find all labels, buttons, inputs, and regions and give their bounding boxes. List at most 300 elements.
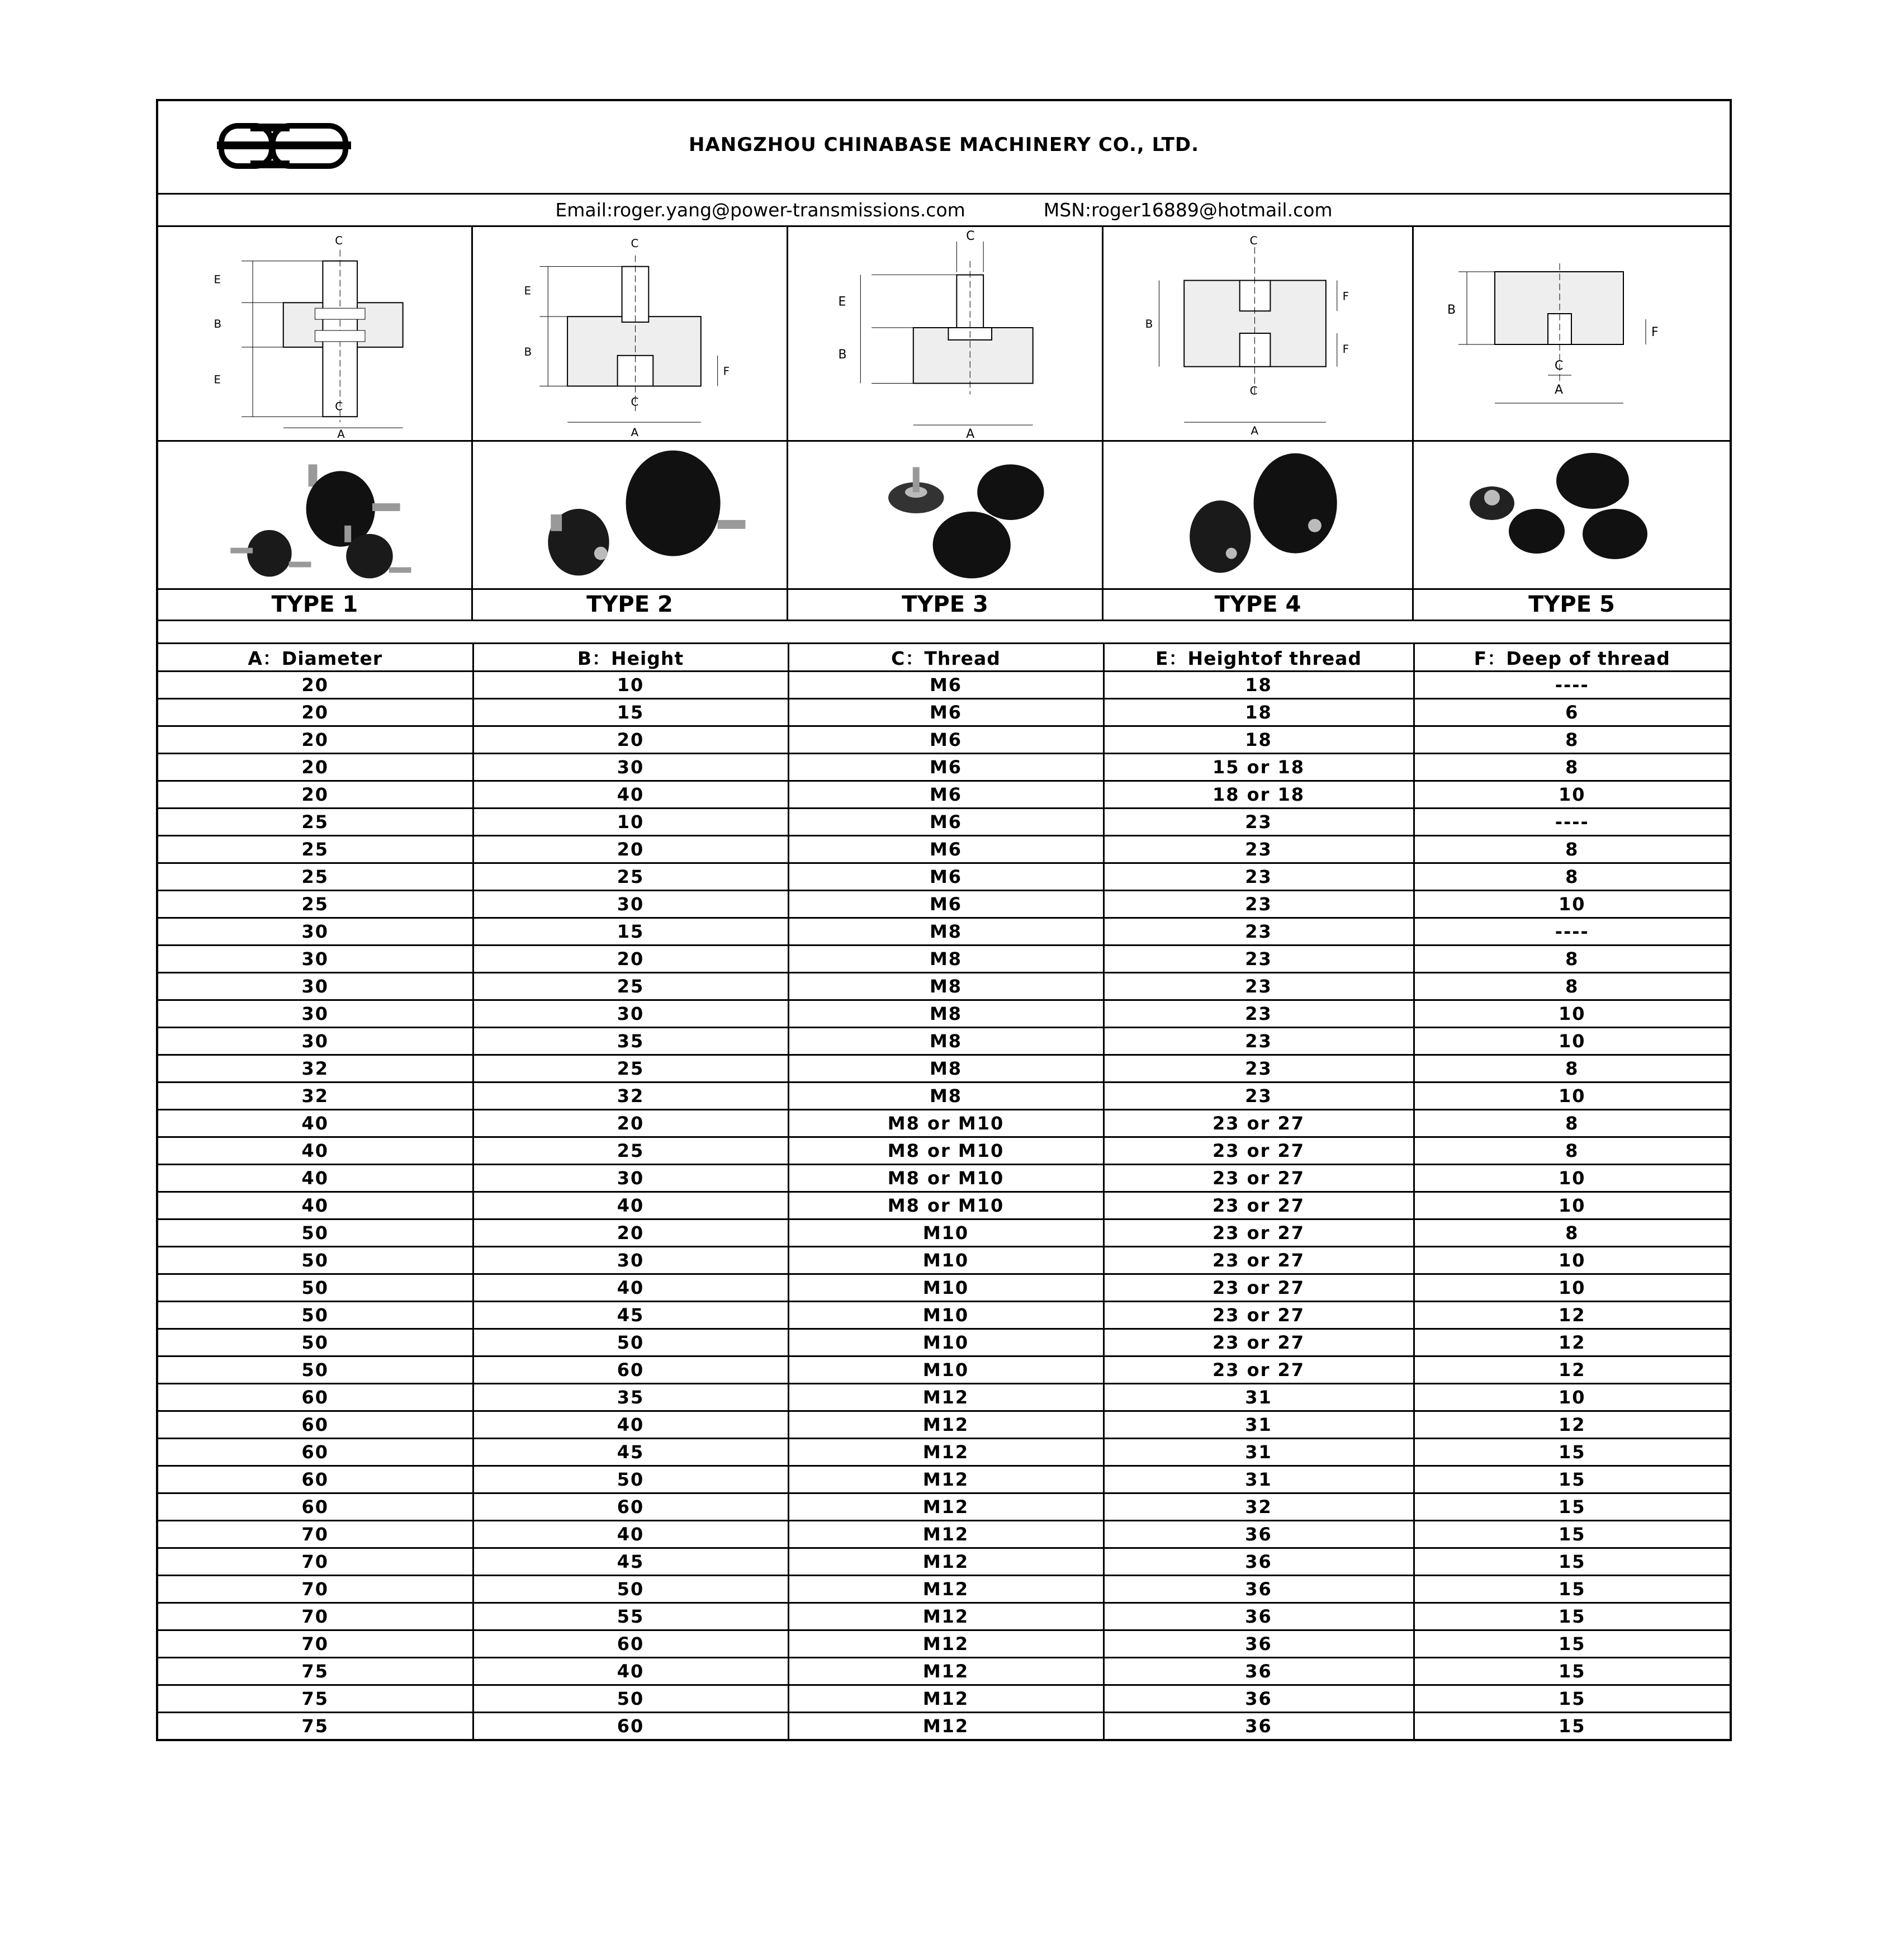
cell-thread: M12 <box>788 1630 1103 1658</box>
cell-height-of-thread: 31 <box>1103 1466 1414 1493</box>
col-header-diameter: A：Diameter <box>158 644 473 672</box>
cell-deep-of-thread: ---- <box>1414 918 1730 946</box>
cell-height: 60 <box>473 1493 788 1521</box>
photos-row <box>158 442 1730 590</box>
cell-height: 30 <box>473 1165 788 1192</box>
cell-deep-of-thread: 8 <box>1414 836 1730 863</box>
cell-height: 40 <box>473 781 788 809</box>
rubber-mount-small <box>346 534 393 579</box>
dim-label-e-top: E <box>214 273 221 286</box>
cell-thread: M8 or M10 <box>788 1165 1103 1192</box>
cell-height-of-thread: 23 or 27 <box>1103 1329 1414 1356</box>
col-header-height-of-thread: E：Heightof thread <box>1103 644 1414 672</box>
cell-deep-of-thread: 10 <box>1414 1247 1730 1274</box>
col-header-deep-of-thread: F：Deep of thread <box>1414 644 1730 672</box>
cell-diameter: 30 <box>158 918 473 946</box>
cell-height: 35 <box>473 1028 788 1055</box>
cell-height: 30 <box>473 1000 788 1028</box>
cell-height: 32 <box>473 1083 788 1110</box>
cell-height: 40 <box>473 1192 788 1219</box>
cell-thread: M8 <box>788 1028 1103 1055</box>
dim-label-a: A <box>1251 424 1259 438</box>
cell-diameter: 32 <box>158 1055 473 1083</box>
cell-height: 20 <box>473 836 788 863</box>
dim-label-f-bottom: F <box>1342 342 1349 356</box>
table-row <box>158 973 1730 1000</box>
cell-diameter: 60 <box>158 1439 473 1466</box>
cell-deep-of-thread: 10 <box>1414 1274 1730 1302</box>
dim-label-a: A <box>966 427 975 440</box>
cell-deep-of-thread: 8 <box>1414 973 1730 1000</box>
cell-diameter: 30 <box>158 1000 473 1028</box>
dim-label-c-top: C <box>335 234 343 247</box>
table-body <box>158 672 1730 1739</box>
cell-diameter: 20 <box>158 726 473 754</box>
cell-diameter: 20 <box>158 754 473 781</box>
rubber-mount-dome <box>1509 509 1565 554</box>
cell-height: 25 <box>473 1137 788 1165</box>
dim-label-c: C <box>1555 359 1564 373</box>
msn-address: MSN:roger16889@hotmail.com <box>1043 199 1333 221</box>
cell-deep-of-thread: 12 <box>1414 1411 1730 1439</box>
cell-deep-of-thread: 8 <box>1414 863 1730 891</box>
cell-deep-of-thread: 12 <box>1414 1356 1730 1384</box>
table-row <box>158 1439 1730 1466</box>
table-row <box>158 891 1730 918</box>
sheet-header <box>158 101 1730 195</box>
cell-height-of-thread: 23 or 27 <box>1103 1192 1414 1219</box>
table-row <box>158 1603 1730 1630</box>
dim-label-a: A <box>337 428 345 440</box>
cell-thread: M12 <box>788 1603 1103 1630</box>
cell-height-of-thread: 23 or 27 <box>1103 1274 1414 1302</box>
cell-height: 40 <box>473 1411 788 1439</box>
table-row <box>158 1630 1730 1658</box>
dim-label-b: B <box>838 347 847 362</box>
cell-height-of-thread: 23 <box>1103 863 1414 891</box>
cell-thread: M10 <box>788 1274 1103 1302</box>
dim-label-b: B <box>214 318 222 331</box>
table-row <box>158 1548 1730 1576</box>
cell-thread: M6 <box>788 863 1103 891</box>
dim-label-b: B <box>1447 303 1456 317</box>
cell-height: 55 <box>473 1603 788 1630</box>
cell-height: 60 <box>473 1356 788 1384</box>
cell-deep-of-thread: 6 <box>1414 699 1730 726</box>
drawing-type-3 <box>788 227 1103 440</box>
cell-height-of-thread: 31 <box>1103 1411 1414 1439</box>
cell-deep-of-thread: 15 <box>1414 1576 1730 1603</box>
cell-diameter: 60 <box>158 1466 473 1493</box>
cell-deep-of-thread: 10 <box>1414 1384 1730 1411</box>
photo-type-4 <box>1103 442 1414 588</box>
dim-label-c-top: C <box>631 237 639 250</box>
dim-label-c-bottom: C <box>631 395 639 409</box>
table-row <box>158 1110 1730 1137</box>
cell-height: 60 <box>473 1713 788 1739</box>
cell-height: 30 <box>473 891 788 918</box>
cell-diameter: 25 <box>158 809 473 836</box>
cell-deep-of-thread: 15 <box>1558 1715 1586 1737</box>
dim-label-e: E <box>838 295 846 309</box>
rubber-mount-large <box>1254 453 1337 554</box>
cell-deep-of-thread: 10 <box>1414 781 1730 809</box>
cell-diameter: 60 <box>158 1411 473 1439</box>
cell-height: 50 <box>473 1685 788 1713</box>
cell-diameter: 20 <box>158 699 473 726</box>
drawing-type-5 <box>1414 227 1730 440</box>
cell-height: 60 <box>473 1630 788 1658</box>
cell-height: 40 <box>473 1274 788 1302</box>
col-header-height: B：Height <box>473 644 788 672</box>
dim-label-a: A <box>631 426 639 439</box>
cell-diameter: 30 <box>158 1028 473 1055</box>
table-row <box>158 1137 1730 1165</box>
table-row <box>158 699 1730 726</box>
table-row <box>158 1192 1730 1219</box>
table-row <box>158 1356 1730 1384</box>
cell-deep-of-thread: ---- <box>1414 809 1730 836</box>
cell-deep-of-thread: 15 <box>1414 1548 1730 1576</box>
rubber-mount-small <box>247 530 292 577</box>
cell-deep-of-thread: 15 <box>1414 1493 1730 1521</box>
cell-deep-of-thread: 8 <box>1414 946 1730 973</box>
col-header-thread: C：Thread <box>788 644 1103 672</box>
cell-diameter: 75 <box>158 1658 473 1685</box>
cell-diameter: 50 <box>158 1356 473 1384</box>
photo-type-1 <box>158 442 473 588</box>
table-row <box>158 754 1730 781</box>
cell-diameter: 40 <box>158 1192 473 1219</box>
table-row <box>158 1055 1730 1083</box>
cell-deep-of-thread: 8 <box>1414 726 1730 754</box>
cell-thread: M12 <box>788 1713 1103 1739</box>
cell-height-of-thread: 23 or 27 <box>1103 1110 1414 1137</box>
cell-deep-of-thread: 12 <box>1414 1329 1730 1356</box>
sheet-frame <box>156 99 1732 1741</box>
cell-diameter: 40 <box>158 1110 473 1137</box>
cell-deep-of-thread: 15 <box>1414 1630 1730 1658</box>
cell-thread: M8 <box>788 946 1103 973</box>
cell-thread: M10 <box>788 1302 1103 1329</box>
table-row <box>158 781 1730 809</box>
cell-height: 20 <box>473 1219 788 1247</box>
table-row <box>158 1466 1730 1493</box>
table-row <box>158 1219 1730 1247</box>
cell-diameter: 40 <box>158 1165 473 1192</box>
cell-diameter: 30 <box>158 973 473 1000</box>
cell-thread: M12 <box>788 1521 1103 1548</box>
cell-thread: M10 <box>788 1219 1103 1247</box>
cell-height: 15 <box>473 918 788 946</box>
dim-label-f: F <box>723 365 730 378</box>
cell-height: 10 <box>473 672 788 699</box>
cell-height: 30 <box>473 754 788 781</box>
cell-thread: M10 <box>788 1356 1103 1384</box>
cell-thread: M12 <box>788 1384 1103 1411</box>
photo-type-5 <box>1414 442 1730 588</box>
table-row <box>158 946 1730 973</box>
cell-deep-of-thread: 15 <box>1414 1466 1730 1493</box>
cell-thread: M12 <box>788 1548 1103 1576</box>
cell-deep-of-thread: 8 <box>1414 754 1730 781</box>
cell-deep-of-thread: 15 <box>1414 1685 1730 1713</box>
cell-deep-of-thread: 10 <box>1414 1000 1730 1028</box>
cell-deep-of-thread: 8 <box>1414 1219 1730 1247</box>
cell-height-of-thread: 18 <box>1103 726 1414 754</box>
cell-diameter: 20 <box>158 781 473 809</box>
cell-deep-of-thread: ---- <box>1414 672 1730 699</box>
rubber-mount-small <box>1190 500 1251 573</box>
rubber-mount-dome <box>1556 453 1629 509</box>
type-label: TYPE 1 <box>158 590 473 620</box>
cell-deep-of-thread: 10 <box>1414 1028 1730 1055</box>
table-row <box>158 1493 1730 1521</box>
cell-height-of-thread: 31 <box>1103 1384 1414 1411</box>
cell-height-of-thread: 18 <box>1103 699 1414 726</box>
dim-label-a: A <box>1555 383 1564 397</box>
cell-height: 45 <box>473 1548 788 1576</box>
cell-thread: M8 <box>788 1000 1103 1028</box>
cell-height-of-thread: 23 <box>1103 1055 1414 1083</box>
cell-height-of-thread: 23 or 27 <box>1103 1356 1414 1384</box>
photo-type-2 <box>473 442 788 588</box>
table-row <box>158 1000 1730 1028</box>
cell-height-of-thread: 15 or 18 <box>1103 754 1414 781</box>
cell-height: 20 <box>473 726 788 754</box>
cell-thread: M12 <box>788 1466 1103 1493</box>
cell-thread: M6 <box>788 781 1103 809</box>
table-row <box>158 1274 1730 1302</box>
type-labels-row <box>158 590 1730 621</box>
drawing-type-1 <box>158 227 473 440</box>
table-row <box>158 863 1730 891</box>
cell-height-of-thread: 23 <box>1103 946 1414 973</box>
cell-diameter: 40 <box>158 1137 473 1165</box>
cell-thread: M12 <box>788 1658 1103 1685</box>
drawings-row <box>158 227 1730 442</box>
cell-height-of-thread: 23 or 27 <box>1103 1302 1414 1329</box>
dim-label-c: C <box>966 229 975 243</box>
cell-height-of-thread: 36 <box>1103 1658 1414 1685</box>
cell-thread: M12 <box>788 1411 1103 1439</box>
type-label: TYPE 2 <box>473 590 788 620</box>
table-row <box>158 1521 1730 1548</box>
cell-height: 45 <box>473 1302 788 1329</box>
cell-height-of-thread: 23 <box>1103 836 1414 863</box>
cell-height-of-thread: 36 <box>1103 1713 1414 1739</box>
cell-thread: M10 <box>788 1329 1103 1356</box>
cell-thread: M8 or M10 <box>788 1137 1103 1165</box>
cell-height: 50 <box>473 1466 788 1493</box>
cell-height: 45 <box>473 1439 788 1466</box>
cell-deep-of-thread: 15 <box>1414 1658 1730 1685</box>
cell-height: 50 <box>473 1329 788 1356</box>
type-label: TYPE 5 <box>1528 592 1615 617</box>
cell-height-of-thread: 23 <box>1103 891 1414 918</box>
table-row <box>158 726 1730 754</box>
cell-diameter: 60 <box>158 1493 473 1521</box>
cell-deep-of-thread: 8 <box>1414 1055 1730 1083</box>
blank-row <box>158 621 1730 644</box>
cell-height-of-thread: 31 <box>1103 1439 1414 1466</box>
cell-height: 25 <box>473 863 788 891</box>
cell-height: 25 <box>473 973 788 1000</box>
cell-thread: M6 <box>788 891 1103 918</box>
cell-deep-of-thread: 10 <box>1414 1083 1730 1110</box>
table-row <box>158 672 1730 699</box>
dim-label-f: F <box>1651 325 1659 339</box>
cell-height: 15 <box>473 699 788 726</box>
dim-label-f-top: F <box>1342 290 1349 303</box>
rubber-mount-dome <box>1583 509 1647 559</box>
cell-height-of-thread: 23 or 27 <box>1103 1137 1414 1165</box>
table-row <box>158 1576 1730 1603</box>
cell-diameter: 50 <box>158 1219 473 1247</box>
cell-height-of-thread: 18 <box>1103 672 1414 699</box>
cell-deep-of-thread: 8 <box>1414 1110 1730 1137</box>
drawing-type-4 <box>1103 227 1414 440</box>
cell-deep-of-thread: 10 <box>1414 891 1730 918</box>
table-row <box>158 1411 1730 1439</box>
cell-diameter: 50 <box>158 1329 473 1356</box>
cell-thread: M8 or M10 <box>788 1110 1103 1137</box>
table-row <box>158 836 1730 863</box>
cell-thread: M12 <box>788 1685 1103 1713</box>
cell-thread: M12 <box>788 1439 1103 1466</box>
cell-thread: M6 <box>788 699 1103 726</box>
dim-label-b: B <box>524 345 532 358</box>
cell-height: 40 <box>473 1521 788 1548</box>
cell-height: 50 <box>473 1576 788 1603</box>
cell-diameter: 50 <box>158 1274 473 1302</box>
table-row <box>158 1165 1730 1192</box>
dim-label-c-bottom: C <box>335 400 343 413</box>
table-row <box>158 1302 1730 1329</box>
cell-height-of-thread: 36 <box>1103 1603 1414 1630</box>
dim-label-e-bottom: E <box>214 373 221 386</box>
table-row <box>158 1028 1730 1055</box>
cell-diameter: 70 <box>158 1521 473 1548</box>
cell-diameter: 70 <box>158 1548 473 1576</box>
cell-height-of-thread: 23 <box>1103 809 1414 836</box>
cell-diameter: 75 <box>158 1713 473 1739</box>
cell-height: 25 <box>473 1055 788 1083</box>
cell-height: 40 <box>473 1658 788 1685</box>
table-row <box>158 1083 1730 1110</box>
cell-height-of-thread: 23 or 27 <box>1103 1219 1414 1247</box>
cell-diameter: 25 <box>158 836 473 863</box>
rubber-mount-dome <box>933 512 1011 578</box>
cell-thread: M8 <box>788 918 1103 946</box>
cell-height-of-thread: 23 or 27 <box>1103 1165 1414 1192</box>
cell-diameter: 32 <box>158 1083 473 1110</box>
cell-height: 35 <box>473 1384 788 1411</box>
cell-height: 20 <box>473 946 788 973</box>
spec-sheet <box>156 99 1732 1741</box>
table-row <box>158 1713 1730 1739</box>
table-row <box>158 918 1730 946</box>
cell-height-of-thread: 23 or 27 <box>1103 1247 1414 1274</box>
cell-height-of-thread: 36 <box>1103 1685 1414 1713</box>
cell-diameter: 50 <box>158 1247 473 1274</box>
cell-deep-of-thread: 10 <box>1414 1165 1730 1192</box>
cell-thread: M6 <box>788 754 1103 781</box>
cell-diameter: 60 <box>158 1384 473 1411</box>
table-row <box>158 1685 1730 1713</box>
cell-thread: M12 <box>788 1493 1103 1521</box>
rubber-mount-large <box>626 451 721 556</box>
cell-height: 20 <box>473 1110 788 1137</box>
cell-deep-of-thread: 10 <box>1414 1192 1730 1219</box>
cell-height-of-thread: 36 <box>1103 1521 1414 1548</box>
cell-diameter: 75 <box>158 1685 473 1713</box>
cell-deep-of-thread: 15 <box>1414 1439 1730 1466</box>
cell-height-of-thread: 23 <box>1103 973 1414 1000</box>
cell-deep-of-thread: 15 <box>1414 1603 1730 1630</box>
table-header-row <box>158 644 1730 672</box>
rubber-mount-dome <box>977 464 1044 519</box>
type-label: TYPE 3 <box>788 590 1103 620</box>
cell-deep-of-thread: 12 <box>1414 1302 1730 1329</box>
cell-thread: M6 <box>788 809 1103 836</box>
cell-thread: M6 <box>788 836 1103 863</box>
company-name: HANGZHOU CHINABASE MACHINERY CO., LTD. <box>688 134 1199 156</box>
cell-diameter: 25 <box>158 863 473 891</box>
dim-label-b: B <box>1145 318 1153 331</box>
cell-height-of-thread: 18 or 18 <box>1103 781 1414 809</box>
cell-height-of-thread: 36 <box>1103 1576 1414 1603</box>
cell-thread: M8 <box>788 1083 1103 1110</box>
table-row <box>158 1329 1730 1356</box>
cell-thread: M10 <box>788 1247 1103 1274</box>
photo-type-3 <box>788 442 1103 588</box>
cell-diameter: 70 <box>158 1630 473 1658</box>
cell-height-of-thread: 32 <box>1103 1493 1414 1521</box>
cell-height-of-thread: 23 <box>1103 1000 1414 1028</box>
cell-diameter: 70 <box>158 1576 473 1603</box>
dim-label-e: E <box>524 284 532 297</box>
table-row <box>158 1384 1730 1411</box>
cell-height-of-thread: 36 <box>1103 1548 1414 1576</box>
table-row <box>158 809 1730 836</box>
type-label: TYPE 4 <box>1103 590 1414 620</box>
cell-diameter: 50 <box>158 1302 473 1329</box>
cell-height-of-thread: 23 <box>1103 1028 1414 1055</box>
cell-thread: M6 <box>788 726 1103 754</box>
email-address: Email:roger.yang@power-transmissions.com <box>555 199 965 221</box>
dim-label-c-top: C <box>1249 234 1258 247</box>
table-row <box>158 1658 1730 1685</box>
cell-height: 10 <box>473 809 788 836</box>
cell-height-of-thread: 36 <box>1103 1630 1414 1658</box>
cell-thread: M12 <box>788 1576 1103 1603</box>
cell-thread: M8 <box>788 1055 1103 1083</box>
cell-thread: M8 <box>788 973 1103 1000</box>
table-row <box>158 1247 1730 1274</box>
cell-height-of-thread: 23 <box>1103 1083 1414 1110</box>
cell-deep-of-thread: 15 <box>1414 1521 1730 1548</box>
contact-bar <box>158 195 1730 227</box>
cell-diameter: 70 <box>158 1603 473 1630</box>
cell-diameter: 20 <box>158 672 473 699</box>
cell-height-of-thread: 23 <box>1103 918 1414 946</box>
cell-diameter: 25 <box>158 891 473 918</box>
cell-thread: M8 or M10 <box>788 1192 1103 1219</box>
dimension-table <box>158 644 1730 1739</box>
cell-thread: M6 <box>788 672 1103 699</box>
dim-label-c-bottom: C <box>1249 384 1258 398</box>
